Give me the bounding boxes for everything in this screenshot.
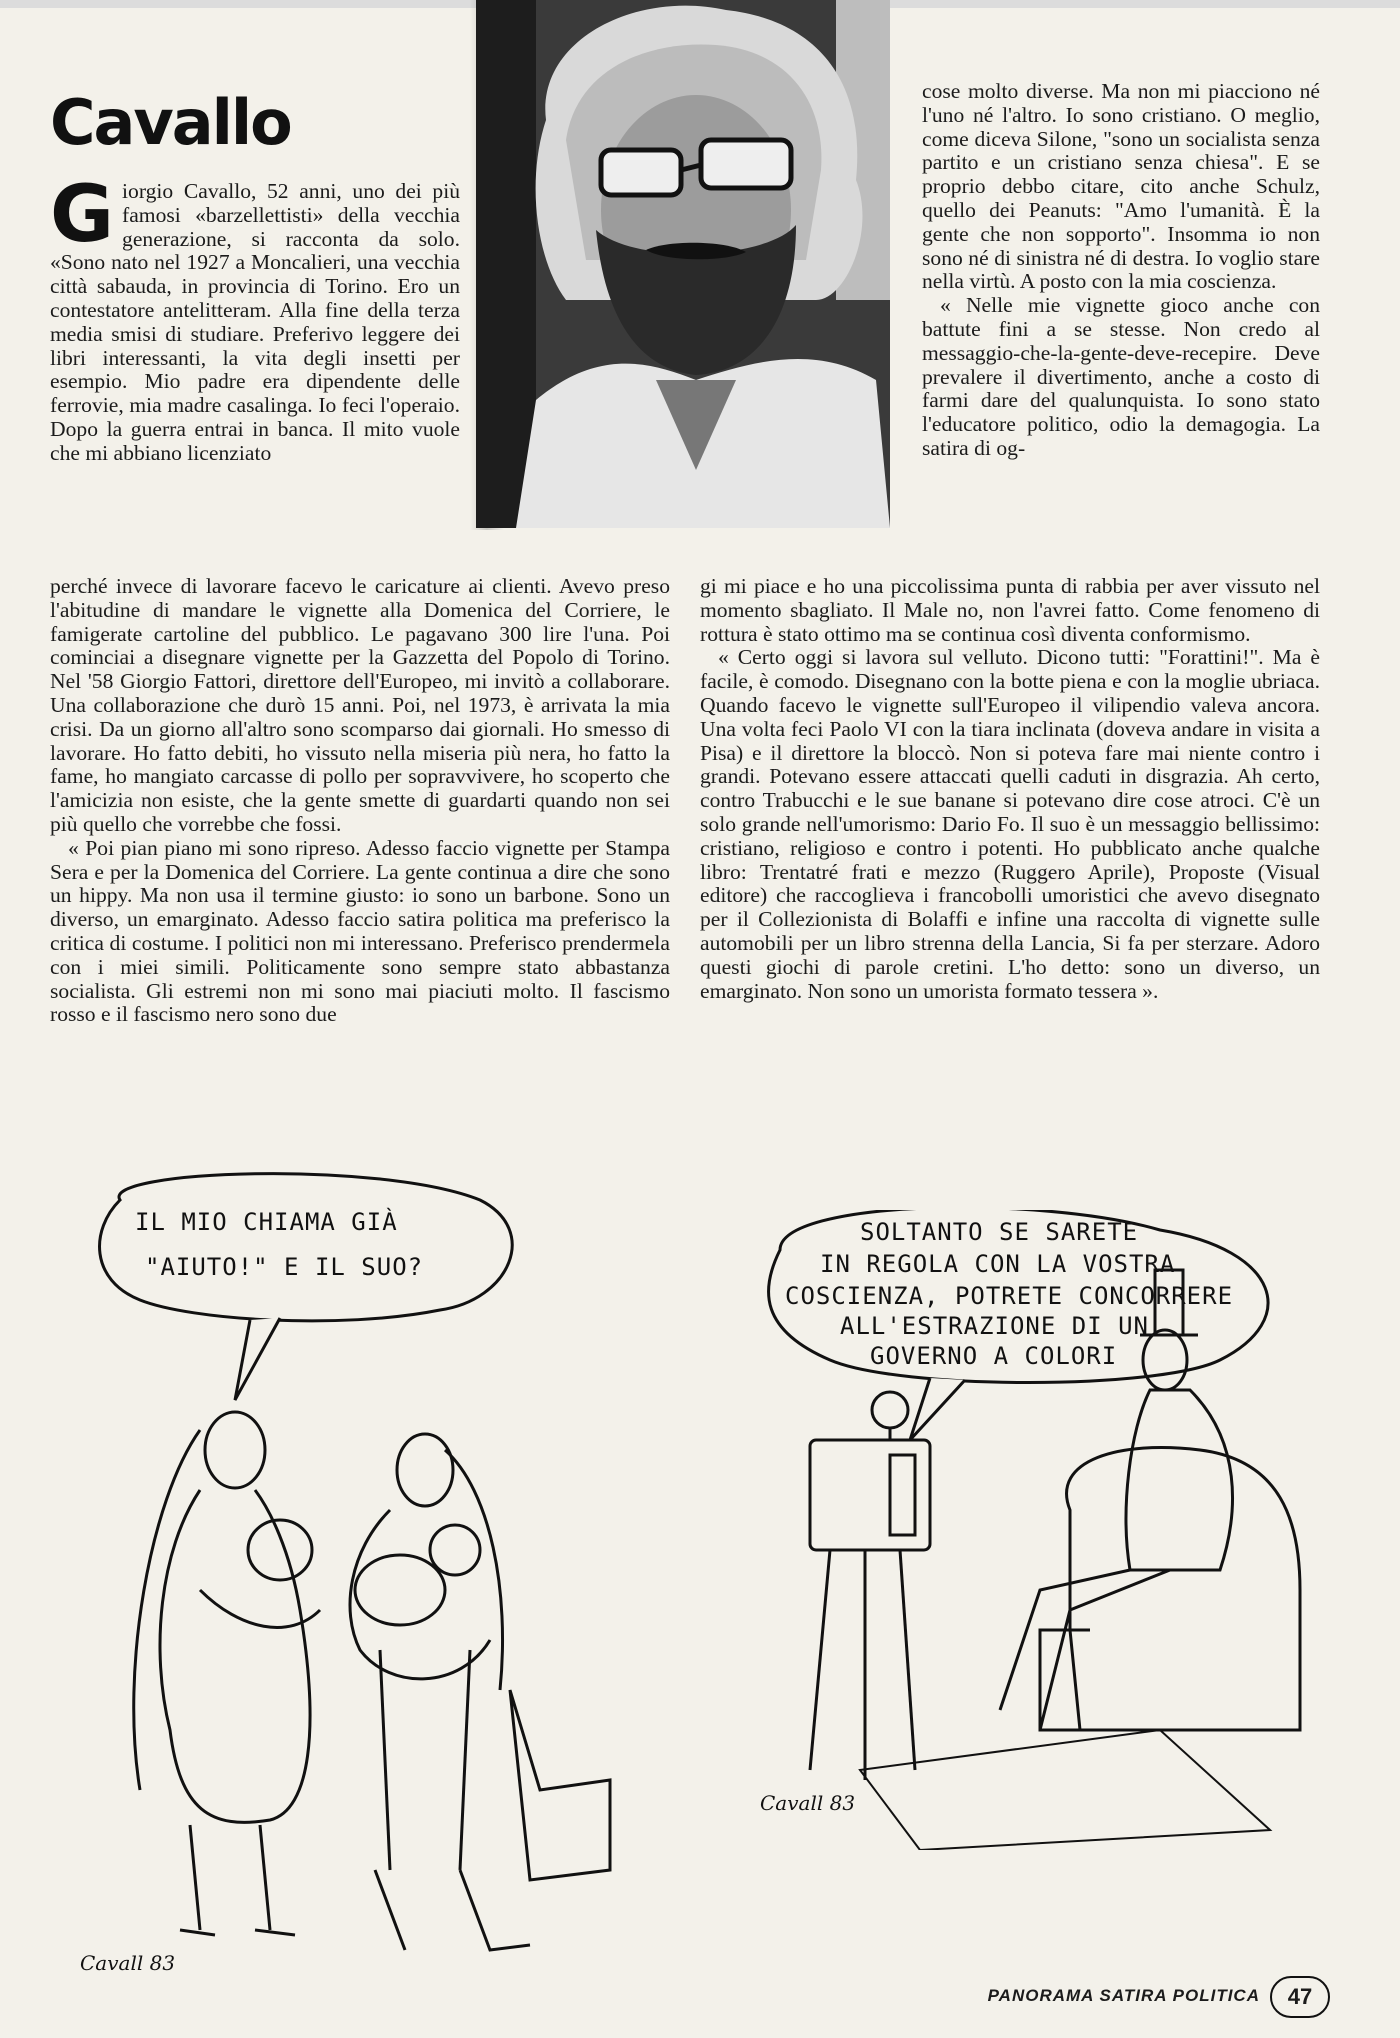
cartoon-right-signature: Cavall 83	[760, 1791, 856, 1815]
paragraph-2-start: « Poi pian piano mi sono ripreso. Adesso faccio vignette per Stampa Sera e per la Domenica del Corriere. La gente continua a dire che sono un hippy. Ma non usa il termine giusto: io sono un barbone. Sono un diverso, un emarginato. Adesso faccio satira politica ma preferisco la critica di costume. I politici non mi interessano. Preferisco prendermela con i miei simili. Politicamente sono sempre stato abbastanza socialista. Gli estremi non mi sono mai piaciuti molto. Il fascismo rosso e il fascismo nero sono due	[50, 835, 670, 1027]
speech-bubble-right	[768, 1210, 1268, 1440]
bubble-left-line-1: IL MIO CHIAMA GIÀ	[135, 1208, 398, 1236]
paragraph-3-start: « Nelle mie vignette gioco anche con battute fini a se stesse. Non credo al messaggio-che-la-gente-deve-recepire. Deve prevalere il divertimento, anche a costo di farmi dare del qualunquista. Io sono stato l'educatore politico, odio la demagogia. La satira di og-	[922, 293, 1320, 460]
column-left-top	[50, 170, 460, 466]
portrait-photo	[476, 0, 890, 528]
paragraph-2-end: cose molto diverse. Ma non mi piacciono né l'uno né l'altro. Io sono cristiano. O meglio, come diceva Silone, "sono un socialista senza partito e un cristiano senza chiesa". E se proprio debbo citare, cito anche Schulz, quello dei Peanuts: "Amo l'umanità. È la gente che non sopporto". Insomma io non sono né di sinistra né di destra. Io voglio stare nella virtù. A posto con la mia coscienza.	[922, 79, 1320, 294]
bubble-right-line-1: SOLTANTO SE SARETE	[860, 1218, 1139, 1246]
paragraph-4: « Certo oggi si lavora sul velluto. Dicono tutti: "Forattini!". Ma è facile, è comodo. Disegnano con la botte piena e con la moglie ubriaca. Quando facevo le vignette sull'Europeo il vilipendio valeva ancora. Una volta feci Paolo VI con la tiara inclinata (doveva andare in visita a Pisa) e il direttore la bloccò. Non si poteva fare mai niente contro i grandi. Potevano essere attaccati quelli caduti in disgrazia. Ah certo, contro Trabucchi e le sue banane si potevano dire cose atroci. C'è un solo grande nell'umorismo: Dario Fo. Il suo è un messaggio bellissimo: cristiano, religioso e contro i potenti. Ho pubblicato anche qualche libro: Trentatré frati e mezzo (Ruggero Aprile), Proposte (Visual editore) che raccoglieva i francobolli umoristici che avevo disegnato per il Collezionista di Bolaffi e infine una raccolta di vignette sulle automobili per un libro strenna della Lancia, Si fa per sterzare. Adoro questi giochi di parole cretini. L'ho detto: sono un diverso, un emarginato. Non sono un umorista formato tessera ».	[700, 645, 1320, 1003]
bubble-left-line-2: "AIUTO!" E IL SUO?	[145, 1253, 424, 1281]
bubble-right-line-4: ALL'ESTRAZIONE DI UN	[840, 1312, 1149, 1340]
paragraph-3-cont: gi mi piace e ho una piccolissima punta di rabbia per aver vissuto nel momento sbagliato. Il Male no, non l'avrei fatto. Come fenomeno di rottura è stato ottimo ma se continua così diventa conformismo.	[700, 574, 1320, 646]
column-left-bottom	[50, 575, 670, 1027]
page-number: 47	[1270, 1976, 1330, 2018]
cartoon-left-signature: Cavall 83	[80, 1951, 176, 1975]
mother-figure-left	[134, 1412, 320, 1935]
drop-cap: G	[50, 170, 115, 260]
cartoon-tv-viewer	[740, 1210, 1360, 1850]
speech-bubble-left	[100, 1174, 513, 1400]
paragraph-1-start: iorgio Cavallo, 52 anni, uno dei più famosi «barzellettisti» della vecchia generazione, si racconta da solo. «Sono nato nel 1927 a Moncalieri, una vecchia città sabauda, in provincia di Torino. Ero un contestatore antelitteram. Alla fine della terza media smisi di studiare. Preferivo leggere dei libri interessanti, la vita degli insetti per esempio. Mio padre era dipendente delle ferrovie, mia madre casalinga. Io feci l'operaio. Dopo la guerra entrai in banca. Il mito vuole che mi abbiano licenziato	[50, 179, 460, 465]
bubble-right-line-5: GOVERNO A COLORI	[870, 1342, 1118, 1370]
page-footer	[960, 1976, 1340, 2016]
paragraph-1-cont: perché invece di lavorare facevo le caricature ai clienti. Avevo preso l'abitudine di mandare le vignette alla Domenica del Corriere, le famigerate cartoline del pubblico. Le pagavano 300 lire l'una. Poi cominciai a disegnare vignette per la Gazzetta del Popolo di Torino. Nel '58 Giorgio Fattori, direttore dell'Europeo, mi invitò a collaborare. Una collaborazione che durò 15 anni. Poi, nel 1973, è arrivata la mia crisi. Da un giorno all'altro sono scomparso dai giornali. Ho smesso di lavorare. Ho fatto debiti, ho vissuto nella miseria più nera, ho fatto la fame, ho mangiato carcasse di pollo per sopravvivere, ho scoperto che l'amicizia non esiste, che la gente smette di guardarti quando non sei più quello che vorrebbe che fossi.	[50, 574, 670, 836]
column-right-top	[922, 80, 1320, 461]
cartoon-mothers	[40, 1170, 690, 1990]
mother-figure-right	[350, 1434, 610, 1950]
article-headline: Cavallo	[50, 86, 291, 159]
bubble-right-line-2: IN REGOLA CON LA VOSTRA	[820, 1250, 1176, 1278]
bubble-right-line-3: COSCIENZA, POTRETE CONCORRERE	[785, 1282, 1234, 1310]
column-right-bottom	[700, 575, 1320, 1003]
television-set	[810, 1392, 930, 1780]
magazine-name: PANORAMA SATIRA POLITICA	[987, 1986, 1260, 2005]
rug	[860, 1730, 1270, 1850]
